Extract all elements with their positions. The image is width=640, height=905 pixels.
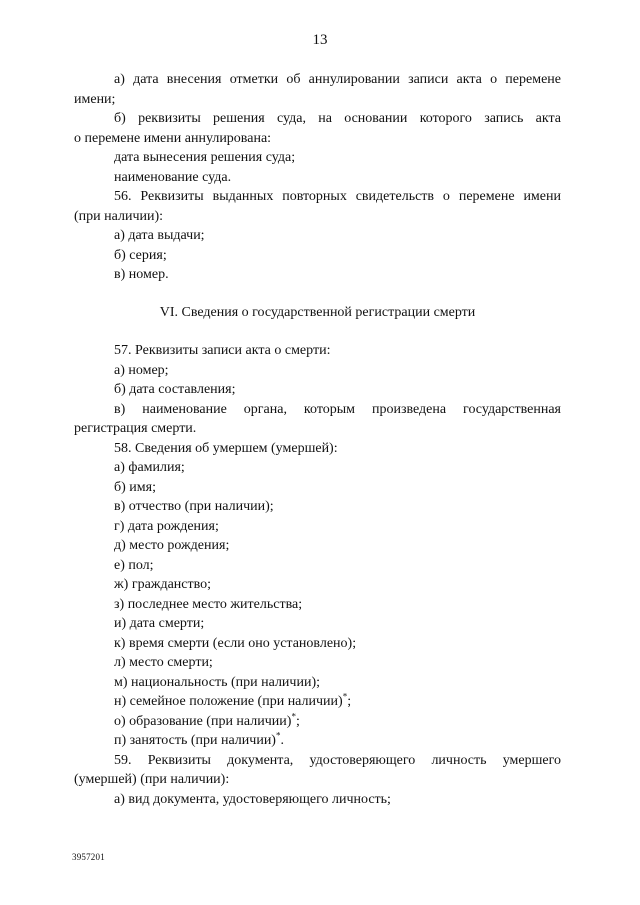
- paragraph-item-57: 57. Реквизиты записи акта о смерти:: [114, 343, 331, 358]
- list-item: г) дата рождения;: [114, 518, 219, 534]
- footnote-mark: *: [275, 730, 281, 741]
- list-item: е) пол;: [114, 557, 154, 573]
- marital-status-text: н) семейное положение (при наличии): [114, 694, 343, 709]
- list-item: а) фамилия;: [114, 460, 185, 475]
- employment-text: п) занятость (при наличии): [114, 733, 276, 748]
- paragraph-court-name: наименование суда.: [114, 169, 232, 185]
- document-body: [74, 70, 561, 809]
- list-item-education: [74, 712, 561, 732]
- footnote-mark: *: [342, 691, 348, 702]
- paragraph-item-56-cont: (при наличии):: [74, 208, 164, 224]
- list-item: д) место рождения;: [114, 538, 230, 553]
- paragraph-57-v: в) наименование органа, которым произведена государственная: [114, 401, 561, 417]
- paragraph-issue-date: а) дата выдачи;: [114, 228, 205, 243]
- education-end: ;: [295, 713, 300, 729]
- section-heading: VI. Сведения о государственной регистрации смерти: [159, 304, 476, 320]
- paragraph-57-b: б) дата составления;: [114, 382, 236, 397]
- employment-end: .: [280, 733, 284, 748]
- list-item-employment: [74, 731, 561, 751]
- paragraph-item-59: 59. Реквизиты документа, удостоверяющего личность умершего: [114, 752, 561, 768]
- paragraph-item-56: 56. Реквизиты выданных повторных свидетельств о перемене имени: [114, 189, 561, 204]
- paragraph-57-v-cont: регистрация смерти.: [74, 421, 197, 436]
- paragraph-series: б) серия;: [114, 247, 167, 263]
- paragraph-item-59-cont: (умершей) (при наличии):: [74, 772, 230, 787]
- paragraph-annulment-date-cont: имени;: [74, 91, 116, 107]
- list-item: в) отчество (при наличии);: [114, 499, 274, 514]
- paragraph-57-a: а) номер;: [114, 362, 169, 378]
- document-code: 3957201: [72, 852, 105, 862]
- paragraph-decision-date: дата вынесения решения суда;: [114, 150, 296, 165]
- list-item: з) последнее место жительства;: [114, 596, 303, 612]
- list-item: к) время смерти (если оно установлено);: [114, 635, 357, 651]
- education-text: о) образование (при наличии): [114, 713, 292, 729]
- paragraph-court-decision: б) реквизиты решения суда, на основании которого запись акта: [114, 111, 561, 126]
- list-item: б) имя;: [114, 479, 156, 495]
- page-number: 13: [312, 32, 328, 48]
- footnote-mark: *: [291, 710, 296, 721]
- list-item: м) национальность (при наличии);: [114, 674, 321, 690]
- paragraph-annulment-date: а) дата внесения отметки об аннулировании записи акта о перемене: [114, 72, 561, 87]
- list-item: ж) гражданство;: [114, 577, 212, 592]
- list-item: л) место смерти;: [114, 655, 213, 670]
- list-item: и) дата смерти;: [114, 616, 205, 631]
- list-item-marital-status: [74, 692, 561, 712]
- paragraph-59-a: а) вид документа, удостоверяющего личность;: [114, 791, 391, 807]
- paragraph-number: в) номер.: [114, 267, 169, 282]
- paragraph-item-58: 58. Сведения об умершем (умершей):: [114, 440, 338, 456]
- paragraph-court-decision-cont: о перемене имени аннулирована:: [74, 130, 272, 146]
- marital-status-end: ;: [347, 694, 352, 709]
